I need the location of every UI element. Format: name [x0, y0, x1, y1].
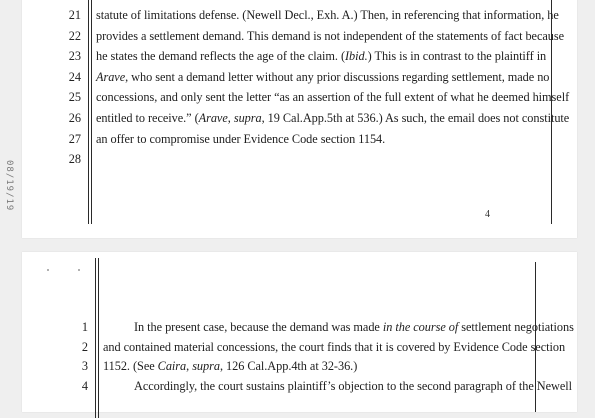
text-line: [96, 132, 385, 146]
text-line: [103, 359, 357, 373]
text-line: [134, 320, 574, 334]
left-margin-rule-1: [88, 0, 89, 224]
line-number: 3: [81, 359, 88, 373]
text-line: [96, 70, 549, 84]
line-number: 23: [68, 49, 81, 64]
text-span: settlement negotiations: [458, 320, 574, 334]
text-span: concessions, and only sent the letter “as an assertion of the full extent of what he deemed himself: [96, 90, 570, 105]
line-number: 28: [68, 152, 81, 167]
line-number: 24: [68, 69, 81, 84]
italic-citation: Ibid.: [345, 49, 368, 64]
text-line: [96, 29, 564, 43]
text-span: Accordingly, the court sustains plaintiff’s objection to the second paragraph of the Newell: [134, 378, 573, 393]
scan-speck: [47, 269, 49, 271]
text-line: [103, 340, 565, 354]
page-number: 4: [485, 209, 490, 220]
text-span: 1152. (See: [103, 359, 158, 373]
text-span: ) This is in contrast to the plaintiff in: [367, 49, 547, 64]
left-margin-rule-1: [95, 258, 96, 418]
document-page-4: [4, 0, 577, 238]
scan-speck: [78, 269, 80, 271]
text-line: [96, 8, 559, 22]
line-number: 27: [68, 131, 81, 146]
text-line: [134, 379, 572, 393]
italic-citation: Caira: [157, 359, 187, 373]
text-span: ,: [186, 359, 193, 373]
text-span: In the present case, because the demand was made: [134, 320, 383, 334]
italic-citation: Arave: [96, 69, 126, 84]
line-number: 22: [68, 28, 81, 43]
line-number: 26: [68, 111, 81, 125]
italic-citation: supra: [192, 359, 220, 373]
italic-citation: supra: [233, 111, 262, 125]
italic-citation: Arave: [198, 111, 228, 125]
left-margin-rule-2: [91, 0, 92, 224]
text-line: [96, 111, 569, 125]
text-line: [96, 49, 546, 63]
line-number: 1: [81, 320, 88, 334]
text-span: an offer to compromise under Evidence Code section 1154.: [96, 131, 386, 146]
text-span: provides a settlement demand. This demand is not independent of the statements of fact because: [96, 28, 565, 43]
text-span: , 126 Cal.App.4th at 32-36.): [219, 359, 358, 373]
left-margin-rule-2: [98, 258, 99, 418]
text-span: and contained material concessions, the court finds that it is covered by Evidence Code section: [103, 339, 566, 354]
line-number: 2: [81, 339, 88, 354]
text-line: [96, 90, 569, 104]
filed-date-stamp: 08/19/19: [4, 160, 14, 212]
document-page-5: [22, 252, 577, 412]
italic-citation: in the course of: [382, 320, 459, 334]
text-span: ,: [227, 111, 234, 125]
text-span: he states the demand reflects the age of the claim. (: [96, 49, 345, 64]
text-span: , 19 Cal.App.5th at 536.) As such, the email does not constitute: [261, 111, 570, 125]
text-span: , who sent a demand letter without any prior discussions regarding settlement, made no: [125, 69, 550, 84]
line-number: 21: [68, 8, 81, 22]
line-number: 25: [68, 90, 81, 105]
line-number: 4: [81, 378, 88, 393]
text-span: statute of limitations defense. (Newell Decl., Exh. A.) Then, in referencing that information, he: [96, 8, 559, 22]
text-span: entitled to receive.” (: [96, 111, 199, 125]
